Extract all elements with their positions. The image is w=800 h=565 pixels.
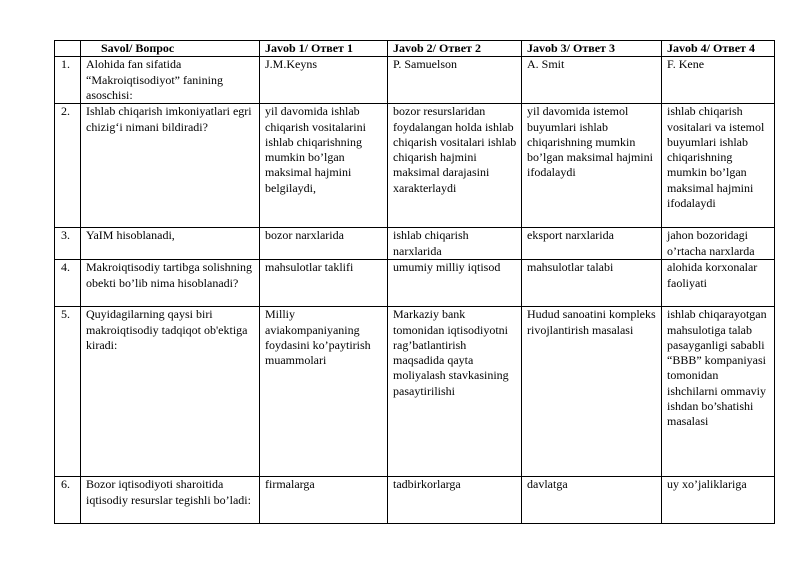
answer-2-cell: ishlab chiqarish narxlarida: [388, 228, 522, 260]
row-number: 4.: [55, 260, 81, 307]
question-cell: Bozor iqtisodiyoti sharoitida iqtisodiy resurslar tegishli bo’ladi:: [81, 477, 260, 524]
row-number: 6.: [55, 477, 81, 524]
answer-4-cell: ishlab chiqarish vositalari va istemol buyumlari ishlab chiqarishning mumkin bo’lgan maksimal hajmini ifodalaydi: [662, 104, 775, 228]
answer-3-cell: Hudud sanoatini kompleks rivojlantirish masalasi: [522, 307, 662, 477]
table-row: [55, 260, 775, 307]
row-number: 3.: [55, 228, 81, 260]
answer-2-cell: P. Samuelson: [388, 57, 522, 104]
question-cell: Alohida fan sifatida “Makroiqtisodiyot” fanining asoschisi:: [81, 57, 260, 104]
answer-1-cell: mahsulotlar taklifi: [260, 260, 388, 307]
quiz-table: [54, 40, 775, 524]
answer-3-cell: mahsulotlar talabi: [522, 260, 662, 307]
answer-1-cell: Milliy aviakompaniyaning foydasini ko’paytirish muammolari: [260, 307, 388, 477]
answer-3-cell: davlatga: [522, 477, 662, 524]
answer-1-cell: firmalarga: [260, 477, 388, 524]
question-cell: YaIM hisoblanadi,: [81, 228, 260, 260]
header-answer-4: Javob 4/ Ответ 4: [662, 41, 775, 57]
answer-2-cell: bozor resurslaridan foydalangan holda ishlab chiqarish vositalari ishlab chiqarish hajmini maksimal darajasini xarakterlaydi: [388, 104, 522, 228]
answer-2-cell: Markaziy bank tomonidan iqtisodiyotni rag’batlantirish maqsadida qayta moliyalash stavkasining pasaytirilishi: [388, 307, 522, 477]
header-answer-3: Javob 3/ Ответ 3: [522, 41, 662, 57]
header-row: [55, 41, 775, 57]
question-cell: Ishlab chiqarish imkoniyatlari egri chizig‘i nimani bildiradi?: [81, 104, 260, 228]
answer-1-cell: yil davomida ishlab chiqarish vositalarini ishlab chiqarishning mumkin bo’lgan maksimal hajmini belgilaydi,: [260, 104, 388, 228]
table-row: [55, 57, 775, 104]
answer-2-cell: umumiy milliy iqtisod: [388, 260, 522, 307]
header-answer-1: Javob 1/ Ответ 1: [260, 41, 388, 57]
row-number: 5.: [55, 307, 81, 477]
answer-4-cell: uy xo’jaliklariga: [662, 477, 775, 524]
answer-3-cell: yil davomida istemol buyumlari ishlab chiqarishning mumkin bo’lgan maksimal hajmini ifodalaydi: [522, 104, 662, 228]
table-row: [55, 307, 775, 477]
row-number: 1.: [55, 57, 81, 104]
answer-4-cell: ishlab chiqarayotgan mahsulotiga talab pasayganligi sababli “BBB” kompaniyasi tomonidan ishchilarni ommaviy ishdan bo’shatishi masalasi: [662, 307, 775, 477]
answer-4-cell: jahon bozoridagi o’rtacha narxlarda: [662, 228, 775, 260]
answer-4-cell: F. Kene: [662, 57, 775, 104]
answer-3-cell: A. Smit: [522, 57, 662, 104]
table-row: [55, 228, 775, 260]
answer-4-cell: alohida korxonalar faoliyati: [662, 260, 775, 307]
answer-1-cell: bozor narxlarida: [260, 228, 388, 260]
answer-3-cell: eksport narxlarida: [522, 228, 662, 260]
question-cell: Makroiqtisodiy tartibga solishning obekti bo’lib nima hisoblanadi?: [81, 260, 260, 307]
header-question: Savol/ Вопрос: [81, 41, 260, 57]
table-row: [55, 104, 775, 228]
header-answer-2: Javob 2/ Ответ 2: [388, 41, 522, 57]
answer-1-cell: J.M.Keyns: [260, 57, 388, 104]
question-cell: Quyidagilarning qaysi biri makroiqtisodiy tadqiqot ob'ektiga kiradi:: [81, 307, 260, 477]
header-number: [55, 41, 81, 57]
answer-2-cell: tadbirkorlarga: [388, 477, 522, 524]
table-row: [55, 477, 775, 524]
row-number: 2.: [55, 104, 81, 228]
